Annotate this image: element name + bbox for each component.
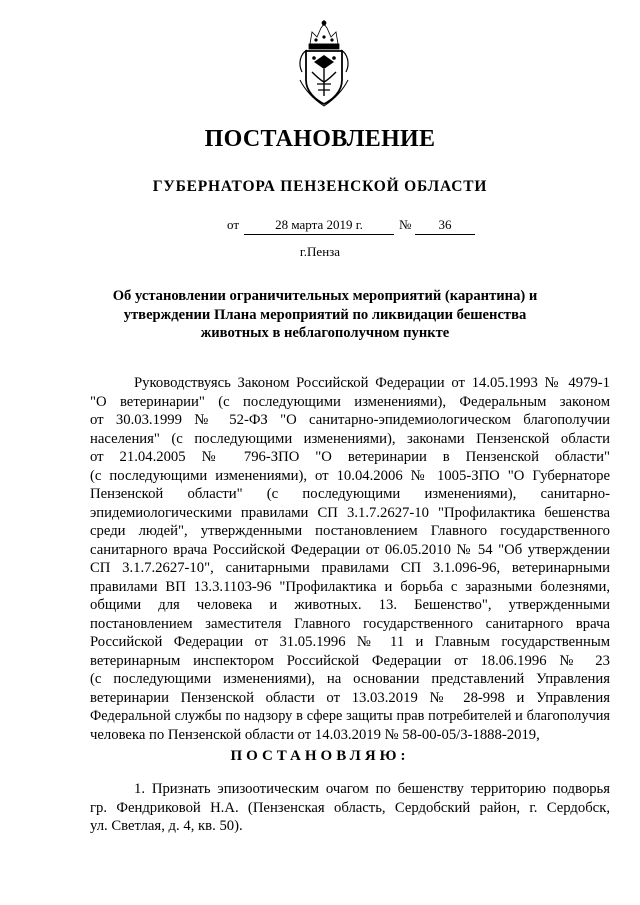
- preamble-line: общими для человека и животных. 13. Бешенство", утвержденными: [90, 597, 610, 613]
- preamble-line: от 30.03.1999 № 52-ФЗ "О санитарно-эпидемиологическом благополучии: [90, 412, 610, 428]
- preamble-line: СП 3.1.7.2627-10", санитарными правилами СП 3.1.096-96, ветеринарными: [90, 560, 610, 576]
- preamble-line: (с последующими изменениями), на основании представлений Управления: [90, 671, 610, 687]
- item-line: 1. Признать эпизоотическим очагом по бешенству территорию подворья: [134, 781, 610, 797]
- city-line: г.Пенза: [299, 244, 341, 259]
- heading-line: Об установлении ограничительных мероприятий (карантина) и: [112, 288, 538, 304]
- number-label: №: [399, 217, 412, 232]
- document-title: ПОСТАНОВЛЕНИЕ: [204, 126, 436, 152]
- preamble-line: ветеринарии Пензенской области от 13.03.2019 № 28-998 и Управления: [90, 689, 610, 706]
- preamble-line: постановлением заместителя Главного государственного санитарного врача: [90, 615, 610, 632]
- heading-line: животных в неблагополучном пункте: [200, 325, 450, 341]
- preamble-line: Федеральной службы по надзору в сфере защиты прав потребителей и благополучия: [90, 708, 610, 724]
- document-date: 28 марта 2019 г.: [244, 216, 394, 235]
- preamble-line: санитарного врача Российской Федерации от 06.05.2010 № 54 "Об утверждении: [90, 541, 610, 558]
- preamble-line: Российской Федерации от 31.05.1996 № 11 и Главным государственным: [90, 634, 610, 650]
- preamble-line: (с последующими изменениями), от 10.04.2006 № 1005-ЗПО "О Губернаторе: [90, 467, 610, 484]
- preamble-line: "О ветеринарии" (с последующими изменениями), Федеральным законом: [90, 393, 610, 410]
- document-number: 36: [415, 216, 475, 235]
- preamble-line: ветеринарным инспектором Российской Федерации от 18.06.1996 № 23: [90, 652, 610, 669]
- document-heading: [90, 287, 560, 343]
- preamble-line: человека по Пензенской области от 14.03.2019 № 58-00-05/3-1888-2019,: [90, 726, 540, 743]
- preamble-line: Руководствуясь Законом Российской Федерации от 14.05.1993 № 4979-1: [134, 375, 610, 391]
- decree-item-1: [90, 780, 610, 836]
- decree-word: ПОСТАНОВЛЯЮ:: [230, 748, 410, 764]
- preamble-line: населения" (с последующими изменениями), законами Пензенской области: [90, 430, 610, 447]
- date-from-label: от: [227, 217, 240, 232]
- heading-line: утверждении Плана мероприятий по ликвидации бешенства: [123, 306, 527, 323]
- item-line: гр. Фендриковой Н.А. (Пензенская область, Сердобский район, г. Сердобск,: [90, 799, 610, 816]
- preamble-line: правилами ВП 13.3.1103-96 "Профилактика и борьба с заразными болезнями,: [90, 578, 610, 595]
- preamble-paragraph: [90, 374, 610, 744]
- preamble-line: среди людей", утвержденными постановлением Главного государственного: [90, 523, 610, 539]
- penza-region-coat-of-arms-icon: [290, 20, 358, 108]
- preamble-line: от 21.04.2005 № 796-ЗПО "О ветеринарии в Пензенской области": [90, 449, 610, 465]
- preamble-line: эпидемиологическими правилами СП 3.1.7.2627-10 "Профилактика бешенства: [90, 504, 610, 521]
- issuer-title: ГУБЕРНАТОРА ПЕНЗЕНСКОЙ ОБЛАСТИ: [152, 178, 488, 195]
- preamble-line: Пензенской области" (с последующими изменениями), санитарно-: [90, 486, 610, 502]
- item-line: ул. Светлая, д. 4, кв. 50).: [90, 818, 243, 834]
